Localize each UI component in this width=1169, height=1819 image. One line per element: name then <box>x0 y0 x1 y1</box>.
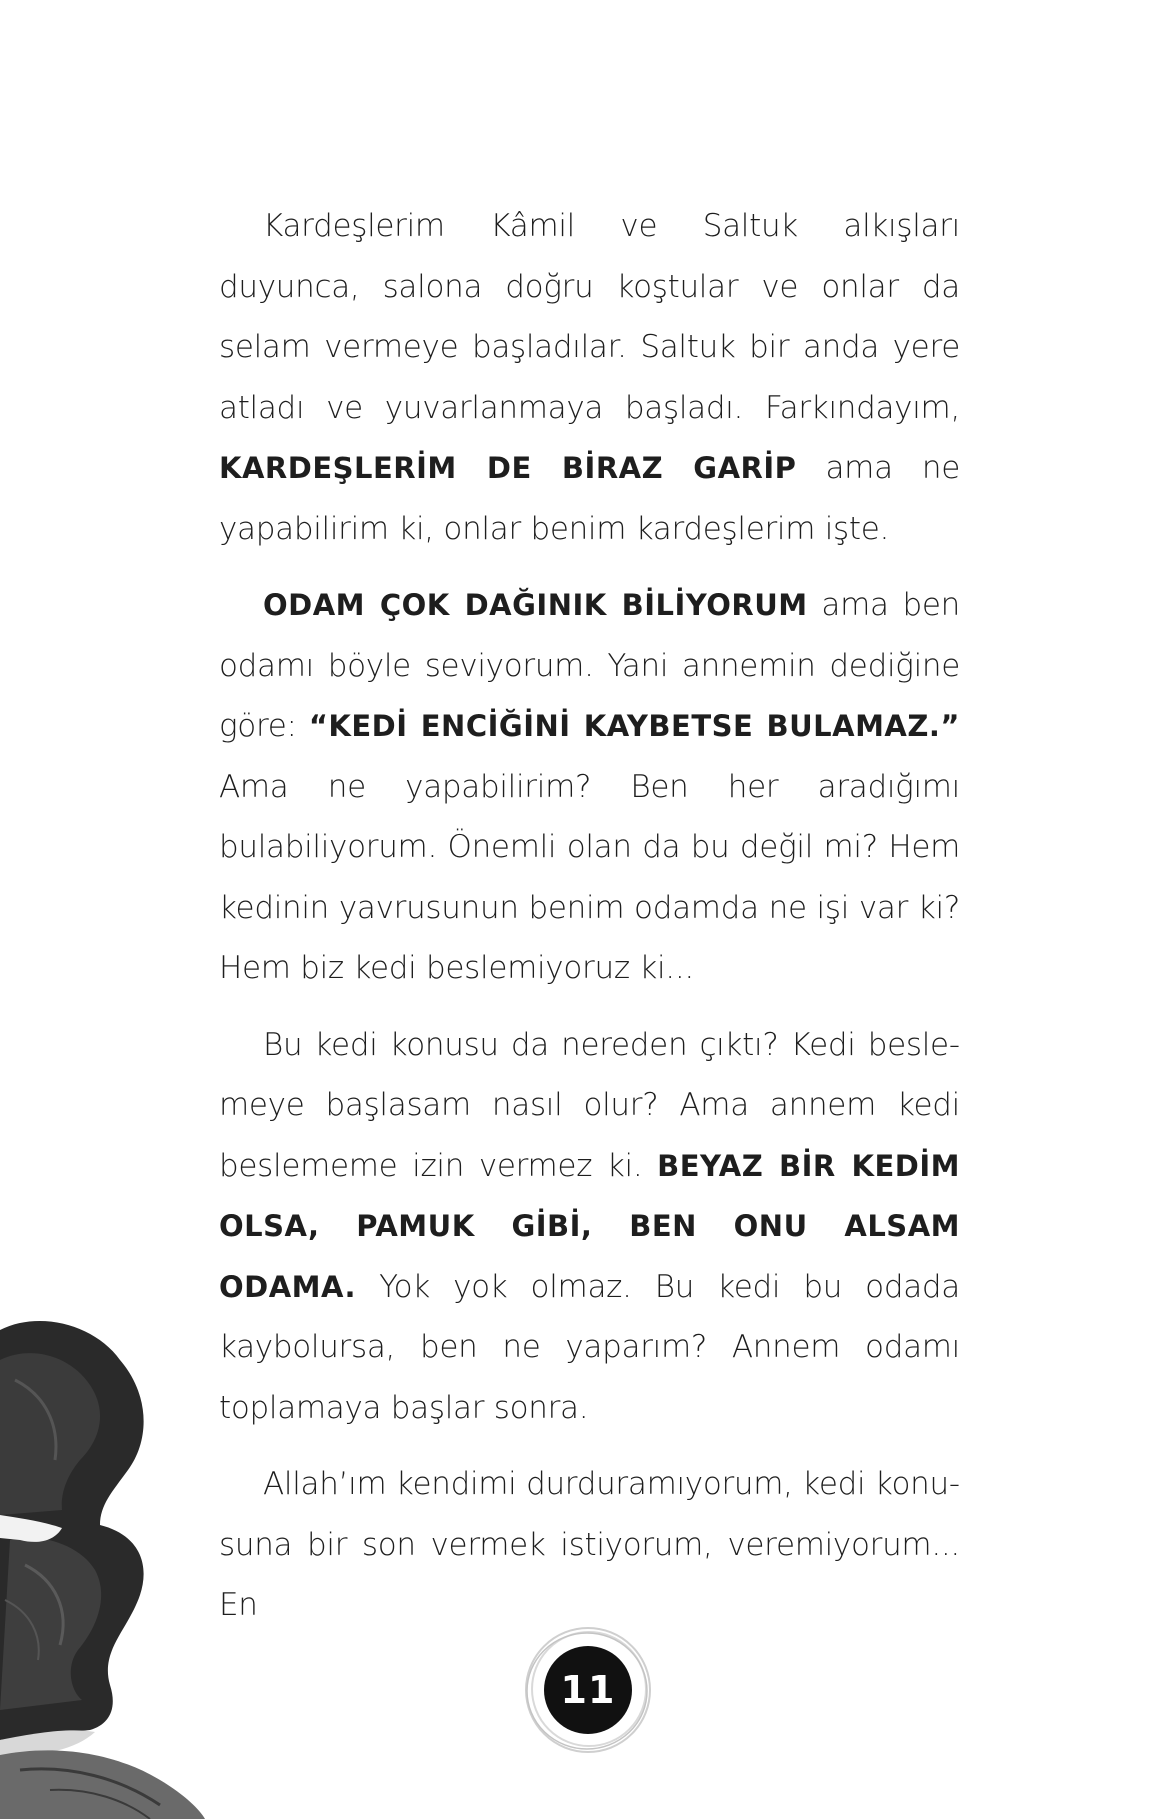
text-run: Ama ne yapabilirim? Ben her aradığımı bulabiliyorum. Önemli olan da bu değil mi? Hem kedinin yavrusunun benim odamda ne işi var ki? Hem biz kedi beslemiyoruz ki... <box>219 768 960 986</box>
text-run: Allah’ım kendimi durduramıyorum, kedi konusuna bir son vermek istiyorum, veremiyorum... En <box>219 1466 960 1623</box>
emphasis-text: ODAM ÇOK DAĞINIK BİLİYORUM <box>263 588 808 622</box>
girl-hair-illustration-icon <box>0 1300 220 1819</box>
text-run: Kardeşlerim Kâmil ve Saltuk alkışları duyunca, salona doğru koştular ve onlar da selam vermeye başladılar. Saltuk bir anda yere atladı ve yuvarlanmaya başladı. Farkındayım, <box>219 208 960 426</box>
body-text <box>219 196 960 1652</box>
paragraph-3 <box>219 1015 960 1439</box>
paragraph-1 <box>219 196 960 559</box>
text-run: ama ben odamı böyle seviyorum. Yani annemin dediğine göre: <box>219 587 960 744</box>
emphasis-quote: “KEDİ ENCİĞİNİ KAYBETSE BULAMAZ.” <box>308 709 960 743</box>
page-number: 11 <box>560 1668 616 1712</box>
text-run: ama ne yapabilirim ki, onlar benim kardeşlerim işte. <box>219 450 960 547</box>
paragraph-2 <box>219 575 960 999</box>
text-run: Bu kedi konusu da nereden çıktı? Kedi beslemeye başlasam nasıl olur? Ama annem kedi beslememe izin vermez ki. <box>219 1026 960 1184</box>
page-number-badge <box>518 1620 658 1760</box>
emphasis-text: BEYAZ BİR KEDİM OLSA, PAMUK GİBİ, BEN ONU ALSAM ODAMA. <box>219 1148 961 1304</box>
paragraph-4 <box>219 1454 960 1636</box>
emphasis-text: KARDEŞLERİM DE BİRAZ GARİP <box>219 451 797 485</box>
text-run: Yok yok olmaz. Bu kedi bu odada kaybolursa, ben ne yaparım? Annem odamı toplamaya başlar sonra. <box>219 1268 960 1426</box>
